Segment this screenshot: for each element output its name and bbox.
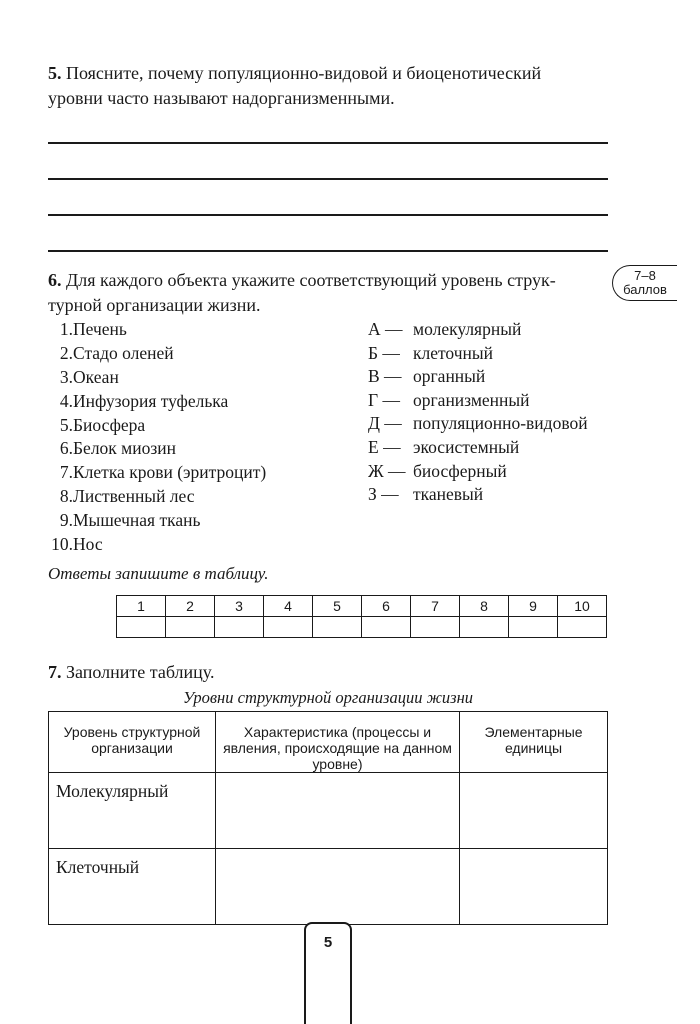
item-text: Океан	[73, 366, 119, 387]
option-key: Ж —	[368, 460, 406, 481]
item-text: Лиственный лес	[73, 486, 195, 507]
list-item	[48, 390, 266, 414]
answer-header-cell: 5	[313, 596, 362, 617]
column-header: Характеристика (процессы и явления, происходящие на данном уровне)	[216, 712, 460, 773]
list-item	[368, 342, 588, 366]
answer-header-cell: 1	[117, 596, 166, 617]
answer-cell[interactable]	[117, 617, 166, 638]
option-key: Б —	[368, 342, 400, 363]
list-item	[368, 365, 588, 389]
item-text: Стадо оленей	[73, 342, 174, 363]
question-number: 6.	[48, 270, 62, 290]
list-item	[48, 318, 266, 342]
points-badge	[612, 265, 677, 301]
question-text-line: уровни часто называют надорганизменными.	[48, 88, 395, 108]
item-number: 4.	[59, 390, 73, 411]
levels-list	[368, 318, 588, 507]
answer-line[interactable]	[48, 250, 608, 252]
answer-line[interactable]	[48, 142, 608, 144]
answer-line[interactable]	[48, 178, 608, 180]
list-item	[48, 437, 266, 461]
table-row	[49, 849, 608, 925]
instruction: Ответы запишите в таблицу.	[48, 564, 269, 583]
question-7	[48, 660, 215, 685]
table-cell[interactable]	[460, 773, 608, 849]
answer-header-cell: 3	[215, 596, 264, 617]
list-item	[368, 460, 588, 484]
row-label: Молекулярный	[49, 773, 216, 849]
question-number: 5.	[48, 63, 62, 83]
option-text: органный	[413, 366, 486, 387]
answer-table	[116, 595, 607, 638]
item-text: Нос	[73, 534, 103, 555]
answer-header-cell: 2	[166, 596, 215, 617]
question-5	[48, 61, 541, 111]
option-key: З —	[368, 484, 399, 505]
item-number: 6.	[59, 438, 73, 459]
page-number-tab	[304, 922, 352, 1024]
list-item	[48, 342, 266, 366]
item-text: Инфузория туфелька	[73, 390, 229, 411]
item-text: Белок миозин	[73, 438, 177, 459]
option-text: организменный	[413, 389, 530, 410]
question-text: Заполните таблицу.	[66, 662, 215, 682]
answer-header-row	[117, 596, 607, 617]
item-number: 10.	[51, 534, 73, 555]
option-key: А —	[368, 319, 403, 339]
answer-line[interactable]	[48, 214, 608, 216]
table-row	[49, 773, 608, 849]
answer-header-cell: 9	[509, 596, 558, 617]
answer-input-row	[117, 617, 607, 638]
table-cell[interactable]	[216, 773, 460, 849]
answer-cell[interactable]	[166, 617, 215, 638]
option-text: популяционно-видовой	[413, 413, 588, 434]
question-number: 7.	[48, 662, 62, 682]
list-item	[368, 318, 588, 342]
question-6	[48, 268, 556, 318]
item-number: 8.	[59, 486, 73, 507]
answer-header-cell: 4	[264, 596, 313, 617]
points-label: баллов	[623, 282, 667, 297]
answer-header-cell: 10	[558, 596, 607, 617]
question-text-line: Для каждого объекта укажите соответствующий уровень струк-	[66, 270, 556, 290]
table-header-row	[49, 712, 608, 773]
item-text: Мышечная ткань	[73, 510, 201, 531]
list-item	[48, 485, 266, 509]
list-item	[368, 483, 588, 507]
item-text: Биосфера	[73, 414, 146, 435]
item-text: Клетка крови (эритроцит)	[73, 462, 267, 483]
item-number: 2.	[59, 342, 73, 363]
answer-cell[interactable]	[460, 617, 509, 638]
table-caption: Уровни структурной организации жизни	[182, 688, 474, 707]
column-header: Уровень структурной организации	[49, 712, 216, 773]
option-key: Д —	[368, 413, 402, 434]
table-cell[interactable]	[216, 849, 460, 925]
answer-cell[interactable]	[362, 617, 411, 638]
answer-cell[interactable]	[509, 617, 558, 638]
option-text: биосферный	[413, 460, 507, 481]
answer-header-cell: 8	[460, 596, 509, 617]
item-number: 3.	[59, 366, 73, 387]
list-item	[368, 389, 588, 413]
option-text: тканевый	[413, 484, 484, 505]
option-key: Е —	[368, 436, 401, 457]
option-text: молекулярный	[413, 319, 522, 339]
answer-cell[interactable]	[558, 617, 607, 638]
table-cell[interactable]	[460, 849, 608, 925]
row-label: Клеточный	[49, 849, 216, 925]
answer-cell[interactable]	[411, 617, 460, 638]
option-key: Г —	[368, 389, 400, 410]
list-item	[48, 366, 266, 390]
list-item	[48, 414, 266, 438]
answer-cell[interactable]	[264, 617, 313, 638]
item-number: 1.	[59, 319, 73, 339]
page-number: 5	[323, 934, 333, 951]
answer-header-cell: 7	[411, 596, 460, 617]
column-header: Элементарные единицы	[460, 712, 608, 773]
answer-cell[interactable]	[215, 617, 264, 638]
list-item	[48, 461, 266, 485]
list-item	[368, 436, 588, 460]
question-text-line: турной организации жизни.	[48, 295, 261, 315]
item-text: Печень	[73, 319, 127, 339]
list-item	[48, 533, 266, 557]
list-item	[368, 412, 588, 436]
item-number: 7.	[59, 462, 73, 483]
question-text-line: Поясните, почему популяционно-видовой и биоценотический	[66, 63, 542, 83]
levels-table	[48, 711, 608, 925]
option-key: В —	[368, 366, 402, 387]
item-number: 5.	[59, 414, 73, 435]
item-number: 9.	[59, 510, 73, 531]
answer-cell[interactable]	[313, 617, 362, 638]
objects-list	[48, 318, 266, 557]
points-range: 7–8	[634, 268, 656, 283]
option-text: экосистемный	[413, 436, 520, 457]
list-item	[48, 509, 266, 533]
answer-header-cell: 6	[362, 596, 411, 617]
option-text: клеточный	[413, 342, 494, 363]
